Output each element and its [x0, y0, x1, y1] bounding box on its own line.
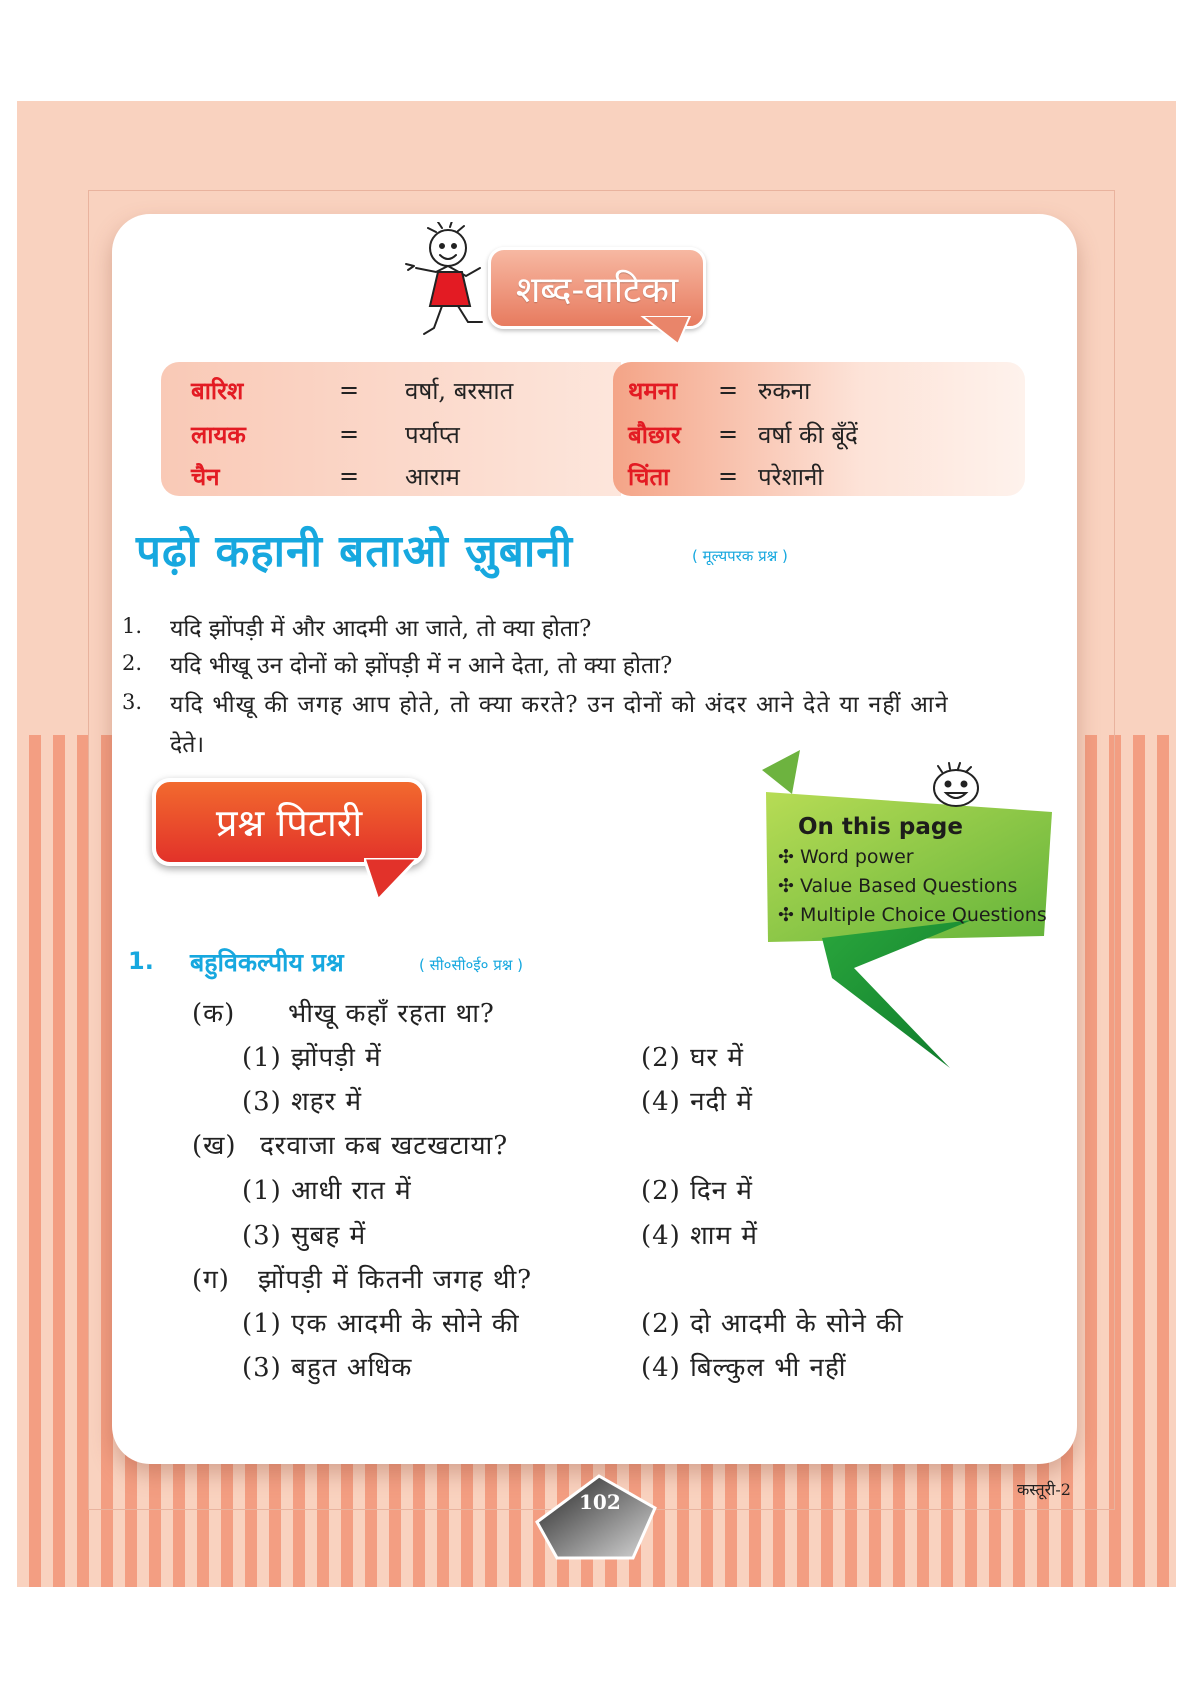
vocab-word: चैन: [191, 462, 220, 491]
on-this-page-title: On this page: [798, 814, 963, 840]
mcq-number: 1.: [128, 947, 154, 975]
speech-bubble-tail: [640, 316, 692, 346]
vocab-meaning: रुकना: [758, 377, 811, 405]
bullet-icon: ✣: [778, 875, 794, 897]
mcq-option: (3) बहुत अधिक: [242, 1353, 413, 1383]
mcq-question-text: दरवाजा कब खटखटाया?: [260, 1131, 509, 1161]
bullet-icon: ✣: [778, 846, 794, 868]
question-number: 3.: [122, 690, 143, 714]
mcq-question-text: झोंपड़ी में कितनी जगह थी?: [258, 1265, 533, 1295]
question-box-heading: प्रश्न पिटारी: [152, 778, 426, 866]
girl-illustration-icon: [402, 222, 492, 342]
on-this-page-item: ✣ Multiple Choice Questions: [778, 904, 1047, 926]
vocab-meaning: वर्षा की बूँदें: [758, 421, 858, 449]
story-section-subtitle: ( मूल्यपरक प्रश्न ): [692, 547, 788, 565]
vocab-equals: =: [718, 462, 739, 490]
mcq-question-text: भीखू कहाँ रहता था?: [288, 999, 495, 1029]
word-power-heading: शब्द-वाटिका: [488, 247, 706, 329]
page-number: 102: [579, 1490, 621, 1514]
mcq-option: (1) एक आदमी के सोने की: [242, 1309, 520, 1339]
mcq-option: (1) आधी रात में: [242, 1176, 412, 1206]
mcq-option: (4) शाम में: [641, 1221, 758, 1251]
bullet-icon: ✣: [778, 904, 794, 926]
mcq-question-label: (ग): [192, 1265, 230, 1295]
question-text: यदि झोंपड़ी में और आदमी आ जाते, तो क्या होता?: [170, 616, 592, 642]
question-number: 1.: [122, 614, 143, 638]
vocab-equals: =: [339, 462, 360, 490]
mcq-option: (4) बिल्कुल भी नहीं: [641, 1353, 847, 1383]
vocab-equals: =: [718, 420, 739, 448]
mcq-option: (2) घर में: [641, 1043, 744, 1073]
page-number-badge: [527, 1470, 663, 1562]
mcq-subtitle: ( सी०सी०ई० प्रश्न ): [419, 956, 523, 974]
vocab-equals: =: [339, 420, 360, 448]
vocab-meaning: वर्षा, बरसात: [405, 377, 514, 405]
vocab-meaning: आराम: [405, 463, 460, 491]
vocab-word: चिंता: [628, 462, 670, 491]
mcq-title: बहुविकल्पीय प्रश्न: [190, 948, 344, 977]
story-section-title: पढ़ो कहानी बताओ ज़ुबानी: [136, 526, 574, 577]
smiley-face-icon: [928, 762, 984, 810]
mcq-question-label: (ख): [192, 1131, 237, 1161]
vocab-word: लायक: [191, 420, 246, 449]
vocab-word: बारिश: [191, 376, 244, 405]
mcq-option: (2) दो आदमी के सोने की: [641, 1309, 904, 1339]
mcq-option: (2) दिन में: [641, 1176, 753, 1206]
vocab-word: बौछार: [628, 420, 681, 449]
mcq-option: (3) सुबह में: [242, 1221, 367, 1251]
question-number: 2.: [122, 651, 143, 675]
mcq-option: (4) नदी में: [641, 1087, 753, 1117]
question-text: यदि भीखू उन दोनों को झोंपड़ी में न आने देता, तो क्या होता?: [170, 653, 673, 679]
vocab-equals: =: [339, 376, 360, 404]
vocab-meaning: पर्याप्त: [405, 421, 460, 449]
book-name: कस्तूरी-2: [1017, 1480, 1071, 1499]
vocab-meaning: परेशानी: [758, 463, 824, 491]
on-this-page-item: ✣ Word power: [778, 846, 914, 868]
vocab-row: [191, 418, 246, 451]
vocab-row: [191, 460, 220, 493]
vocab-equals: =: [718, 376, 739, 404]
vocab-row: [191, 374, 243, 407]
question-text: यदि भीखू की जगह आप होते, तो क्या करते? उन दोनों को अंदर आने देते या नहीं आने: [170, 692, 949, 718]
question-text-continued: देते।: [170, 732, 205, 758]
speech-bubble-tail: [364, 858, 418, 902]
mcq-question-label: (क): [192, 999, 236, 1029]
mcq-option: (1) झोंपड़ी में: [242, 1043, 382, 1073]
mcq-option: (3) शहर में: [242, 1087, 363, 1117]
on-this-page-item: ✣ Value Based Questions: [778, 875, 1018, 897]
vocab-word: थमना: [628, 376, 678, 405]
